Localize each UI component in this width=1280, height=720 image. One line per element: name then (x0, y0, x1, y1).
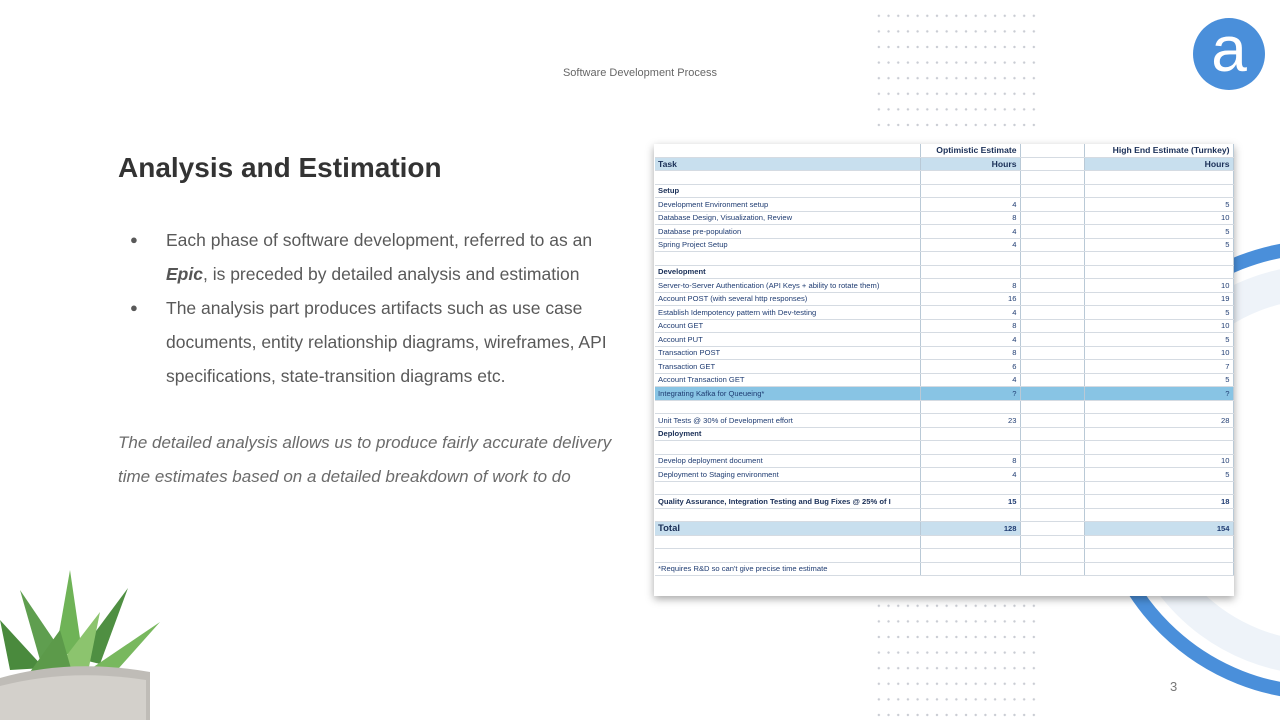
task-cell: Total (655, 522, 920, 536)
optimistic-hours-cell (920, 535, 1020, 549)
section-row (655, 427, 1233, 441)
task-row (655, 346, 1233, 360)
hours-column-header: Hours (1084, 157, 1233, 171)
high-end-hours-cell: 5 (1084, 225, 1233, 239)
bullet-item (130, 291, 620, 393)
task-cell (655, 535, 920, 549)
section-row (655, 265, 1233, 279)
optimistic-hours-cell (920, 508, 1020, 522)
bullet-dot-icon: ● (130, 300, 138, 315)
spacer-cell (1020, 522, 1084, 536)
spacer-cell (1020, 562, 1084, 576)
task-cell (655, 171, 920, 185)
task-cell: Transaction POST (655, 346, 920, 360)
section-row (655, 495, 1233, 509)
spacer-cell (1020, 481, 1084, 495)
optimistic-hours-cell (920, 441, 1020, 455)
task-cell (655, 549, 920, 563)
optimistic-hours-cell (920, 400, 1020, 414)
high-end-hours-cell (1084, 400, 1233, 414)
spacer-cell (1020, 508, 1084, 522)
task-row (655, 238, 1233, 252)
task-cell: Quality Assurance, Integration Testing and Bug Fixes @ 25% of I (655, 495, 920, 509)
spacer-cell (1020, 184, 1084, 198)
task-row (655, 414, 1233, 428)
task-cell: Integrating Kafka for Queueing* (655, 387, 920, 401)
blank-row (655, 400, 1233, 414)
task-cell: Account POST (with several http responses) (655, 292, 920, 306)
high-end-hours-cell (1084, 562, 1233, 576)
high-end-hours-cell: 7 (1084, 360, 1233, 374)
task-row (655, 292, 1233, 306)
high-end-hours-cell (1084, 427, 1233, 441)
task-cell: Unit Tests @ 30% of Development effort (655, 414, 920, 428)
task-row (655, 387, 1233, 401)
spacer-cell (1020, 252, 1084, 266)
task-row (655, 333, 1233, 347)
task-cell: Development Environment setup (655, 198, 920, 212)
spacer-cell (1020, 535, 1084, 549)
high-end-hours-cell: 18 (1084, 495, 1233, 509)
column-header-row (655, 157, 1233, 171)
slide-header: Software Development Process (562, 67, 718, 79)
blank-row (655, 171, 1233, 185)
spacer-cell (1020, 333, 1084, 347)
optimistic-hours-cell: 6 (920, 360, 1020, 374)
optimistic-hours-cell (920, 427, 1020, 441)
task-cell (655, 481, 920, 495)
task-cell: Account PUT (655, 333, 920, 347)
bullet-dot-icon: ● (130, 232, 138, 247)
optimistic-hours-cell: 8 (920, 346, 1020, 360)
spacer-cell (1020, 306, 1084, 320)
bullet-text-pre: Each phase of software development, referred to as an (166, 230, 593, 250)
task-row (655, 562, 1233, 576)
spacer-cell (1020, 427, 1084, 441)
spacer-cell (1020, 441, 1084, 455)
task-row (655, 360, 1233, 374)
italic-note: The detailed analysis allows us to produce fairly accurate delivery time estimates based on a detailed breakdown of work to do (118, 433, 612, 486)
spacer-cell (1020, 225, 1084, 239)
optimistic-hours-cell: 4 (920, 306, 1020, 320)
blank-row (655, 535, 1233, 549)
estimate-table (655, 144, 1234, 576)
optimistic-hours-cell: 8 (920, 211, 1020, 225)
bullet-item (130, 223, 620, 291)
high-end-hours-cell (1084, 265, 1233, 279)
task-cell: *Requires R&D so can't give precise time estimate (655, 562, 920, 576)
task-cell: Deployment (655, 427, 920, 441)
spacer-cell (1020, 387, 1084, 401)
high-end-hours-cell: ? (1084, 387, 1233, 401)
high-end-hours-cell: 10 (1084, 211, 1233, 225)
task-cell: Database pre-population (655, 225, 920, 239)
spacer-cell (1020, 211, 1084, 225)
high-end-hours-cell (1084, 252, 1233, 266)
optimistic-hours-cell: 128 (920, 522, 1020, 536)
blank-row (655, 252, 1233, 266)
high-end-hours-cell (1084, 549, 1233, 563)
section-row (655, 184, 1233, 198)
blank-row (655, 441, 1233, 455)
spacer-cell (1020, 468, 1084, 482)
bullet-text-post: , is preceded by detailed analysis and estimation (202, 264, 580, 284)
optimistic-hours-cell: 8 (920, 454, 1020, 468)
estimate-spreadsheet (654, 144, 1234, 596)
task-cell: Account GET (655, 319, 920, 333)
task-cell: Deployment to Staging environment (655, 468, 920, 482)
optimistic-hours-cell: 4 (920, 225, 1020, 239)
high-end-hours-cell: 10 (1084, 454, 1233, 468)
slide-title: Analysis and Estimation (118, 152, 442, 183)
brand-logo (1193, 18, 1265, 90)
optimistic-hours-cell (920, 184, 1020, 198)
optimistic-hours-cell: 4 (920, 238, 1020, 252)
spacer-cell (1020, 373, 1084, 387)
task-cell: Spring Project Setup (655, 238, 920, 252)
task-cell: Develop deployment document (655, 454, 920, 468)
task-row (655, 319, 1233, 333)
optimistic-hours-cell: 8 (920, 319, 1020, 333)
spacer-cell (1020, 319, 1084, 333)
task-cell: Server-to-Server Authentication (API Keys + ability to rotate them) (655, 279, 920, 293)
task-row (655, 306, 1233, 320)
high-end-hours-cell: 10 (1084, 279, 1233, 293)
spacer-cell (1020, 549, 1084, 563)
task-row (655, 279, 1233, 293)
high-end-hours-cell: 5 (1084, 333, 1233, 347)
optimistic-hours-cell: ? (920, 387, 1020, 401)
high-end-hours-cell (1084, 171, 1233, 185)
high-end-hours-cell: 5 (1084, 198, 1233, 212)
blank-row (655, 549, 1233, 563)
task-cell: Development (655, 265, 920, 279)
spacer-cell (1020, 454, 1084, 468)
task-row (655, 454, 1233, 468)
bullet-list (130, 223, 620, 393)
spacer-cell (1020, 400, 1084, 414)
hours-column-header: Hours (920, 157, 1020, 171)
optimistic-estimate-header: Optimistic Estimate (920, 144, 1020, 157)
high-end-hours-cell: 5 (1084, 373, 1233, 387)
task-row (655, 211, 1233, 225)
high-end-hours-cell: 154 (1084, 522, 1233, 536)
spacer-cell (1020, 414, 1084, 428)
spacer-cell (1020, 346, 1084, 360)
plant-illustration (0, 560, 180, 720)
task-cell: Transaction GET (655, 360, 920, 374)
optimistic-hours-cell (920, 171, 1020, 185)
optimistic-hours-cell: 23 (920, 414, 1020, 428)
task-cell: Database Design, Visualization, Review (655, 211, 920, 225)
logo-letter: a (1211, 18, 1247, 85)
estimate-header-row (655, 144, 1233, 157)
task-row (655, 225, 1233, 239)
task-cell (655, 400, 920, 414)
high-end-hours-cell: 10 (1084, 346, 1233, 360)
task-cell (655, 441, 920, 455)
spacer-cell (1020, 265, 1084, 279)
high-end-hours-cell (1084, 535, 1233, 549)
task-column-header: Task (655, 157, 920, 171)
high-end-estimate-header: High End Estimate (Turnkey) (1084, 144, 1233, 157)
blank-row (655, 508, 1233, 522)
bullet-text-emphasis: Epic (166, 264, 203, 284)
high-end-hours-cell (1084, 481, 1233, 495)
high-end-hours-cell: 10 (1084, 319, 1233, 333)
task-cell: Establish Idempotency pattern with Dev-testing (655, 306, 920, 320)
optimistic-hours-cell: 4 (920, 468, 1020, 482)
spacer-cell (1020, 292, 1084, 306)
page-number: 3 (1170, 679, 1178, 694)
task-cell (655, 252, 920, 266)
spacer-cell (1020, 171, 1084, 185)
optimistic-hours-cell (920, 265, 1020, 279)
high-end-hours-cell: 28 (1084, 414, 1233, 428)
high-end-hours-cell: 5 (1084, 306, 1233, 320)
task-row (655, 468, 1233, 482)
total-row (655, 522, 1233, 536)
high-end-hours-cell (1084, 184, 1233, 198)
high-end-hours-cell: 5 (1084, 468, 1233, 482)
blank-row (655, 481, 1233, 495)
optimistic-hours-cell: 4 (920, 198, 1020, 212)
task-row (655, 198, 1233, 212)
high-end-hours-cell (1084, 441, 1233, 455)
optimistic-hours-cell: 16 (920, 292, 1020, 306)
spacer-cell (1020, 279, 1084, 293)
spacer-cell (1020, 495, 1084, 509)
high-end-hours-cell (1084, 508, 1233, 522)
high-end-hours-cell: 5 (1084, 238, 1233, 252)
optimistic-hours-cell: 4 (920, 373, 1020, 387)
task-cell (655, 508, 920, 522)
spacer-cell (1020, 238, 1084, 252)
optimistic-hours-cell (920, 481, 1020, 495)
optimistic-hours-cell: 15 (920, 495, 1020, 509)
task-cell: Account Transaction GET (655, 373, 920, 387)
optimistic-hours-cell (920, 252, 1020, 266)
bullet-text-pre: The analysis part produces artifacts such as use case documents, entity relationship diagrams, wireframes, API specifications, state-transition diagrams etc. (166, 298, 607, 386)
optimistic-hours-cell: 8 (920, 279, 1020, 293)
task-cell: Setup (655, 184, 920, 198)
spacer-cell (1020, 360, 1084, 374)
optimistic-hours-cell: 4 (920, 333, 1020, 347)
dot-grid-bottom (874, 598, 1038, 720)
high-end-hours-cell: 19 (1084, 292, 1233, 306)
optimistic-hours-cell (920, 562, 1020, 576)
spacer-cell (1020, 198, 1084, 212)
task-row (655, 373, 1233, 387)
optimistic-hours-cell (920, 549, 1020, 563)
